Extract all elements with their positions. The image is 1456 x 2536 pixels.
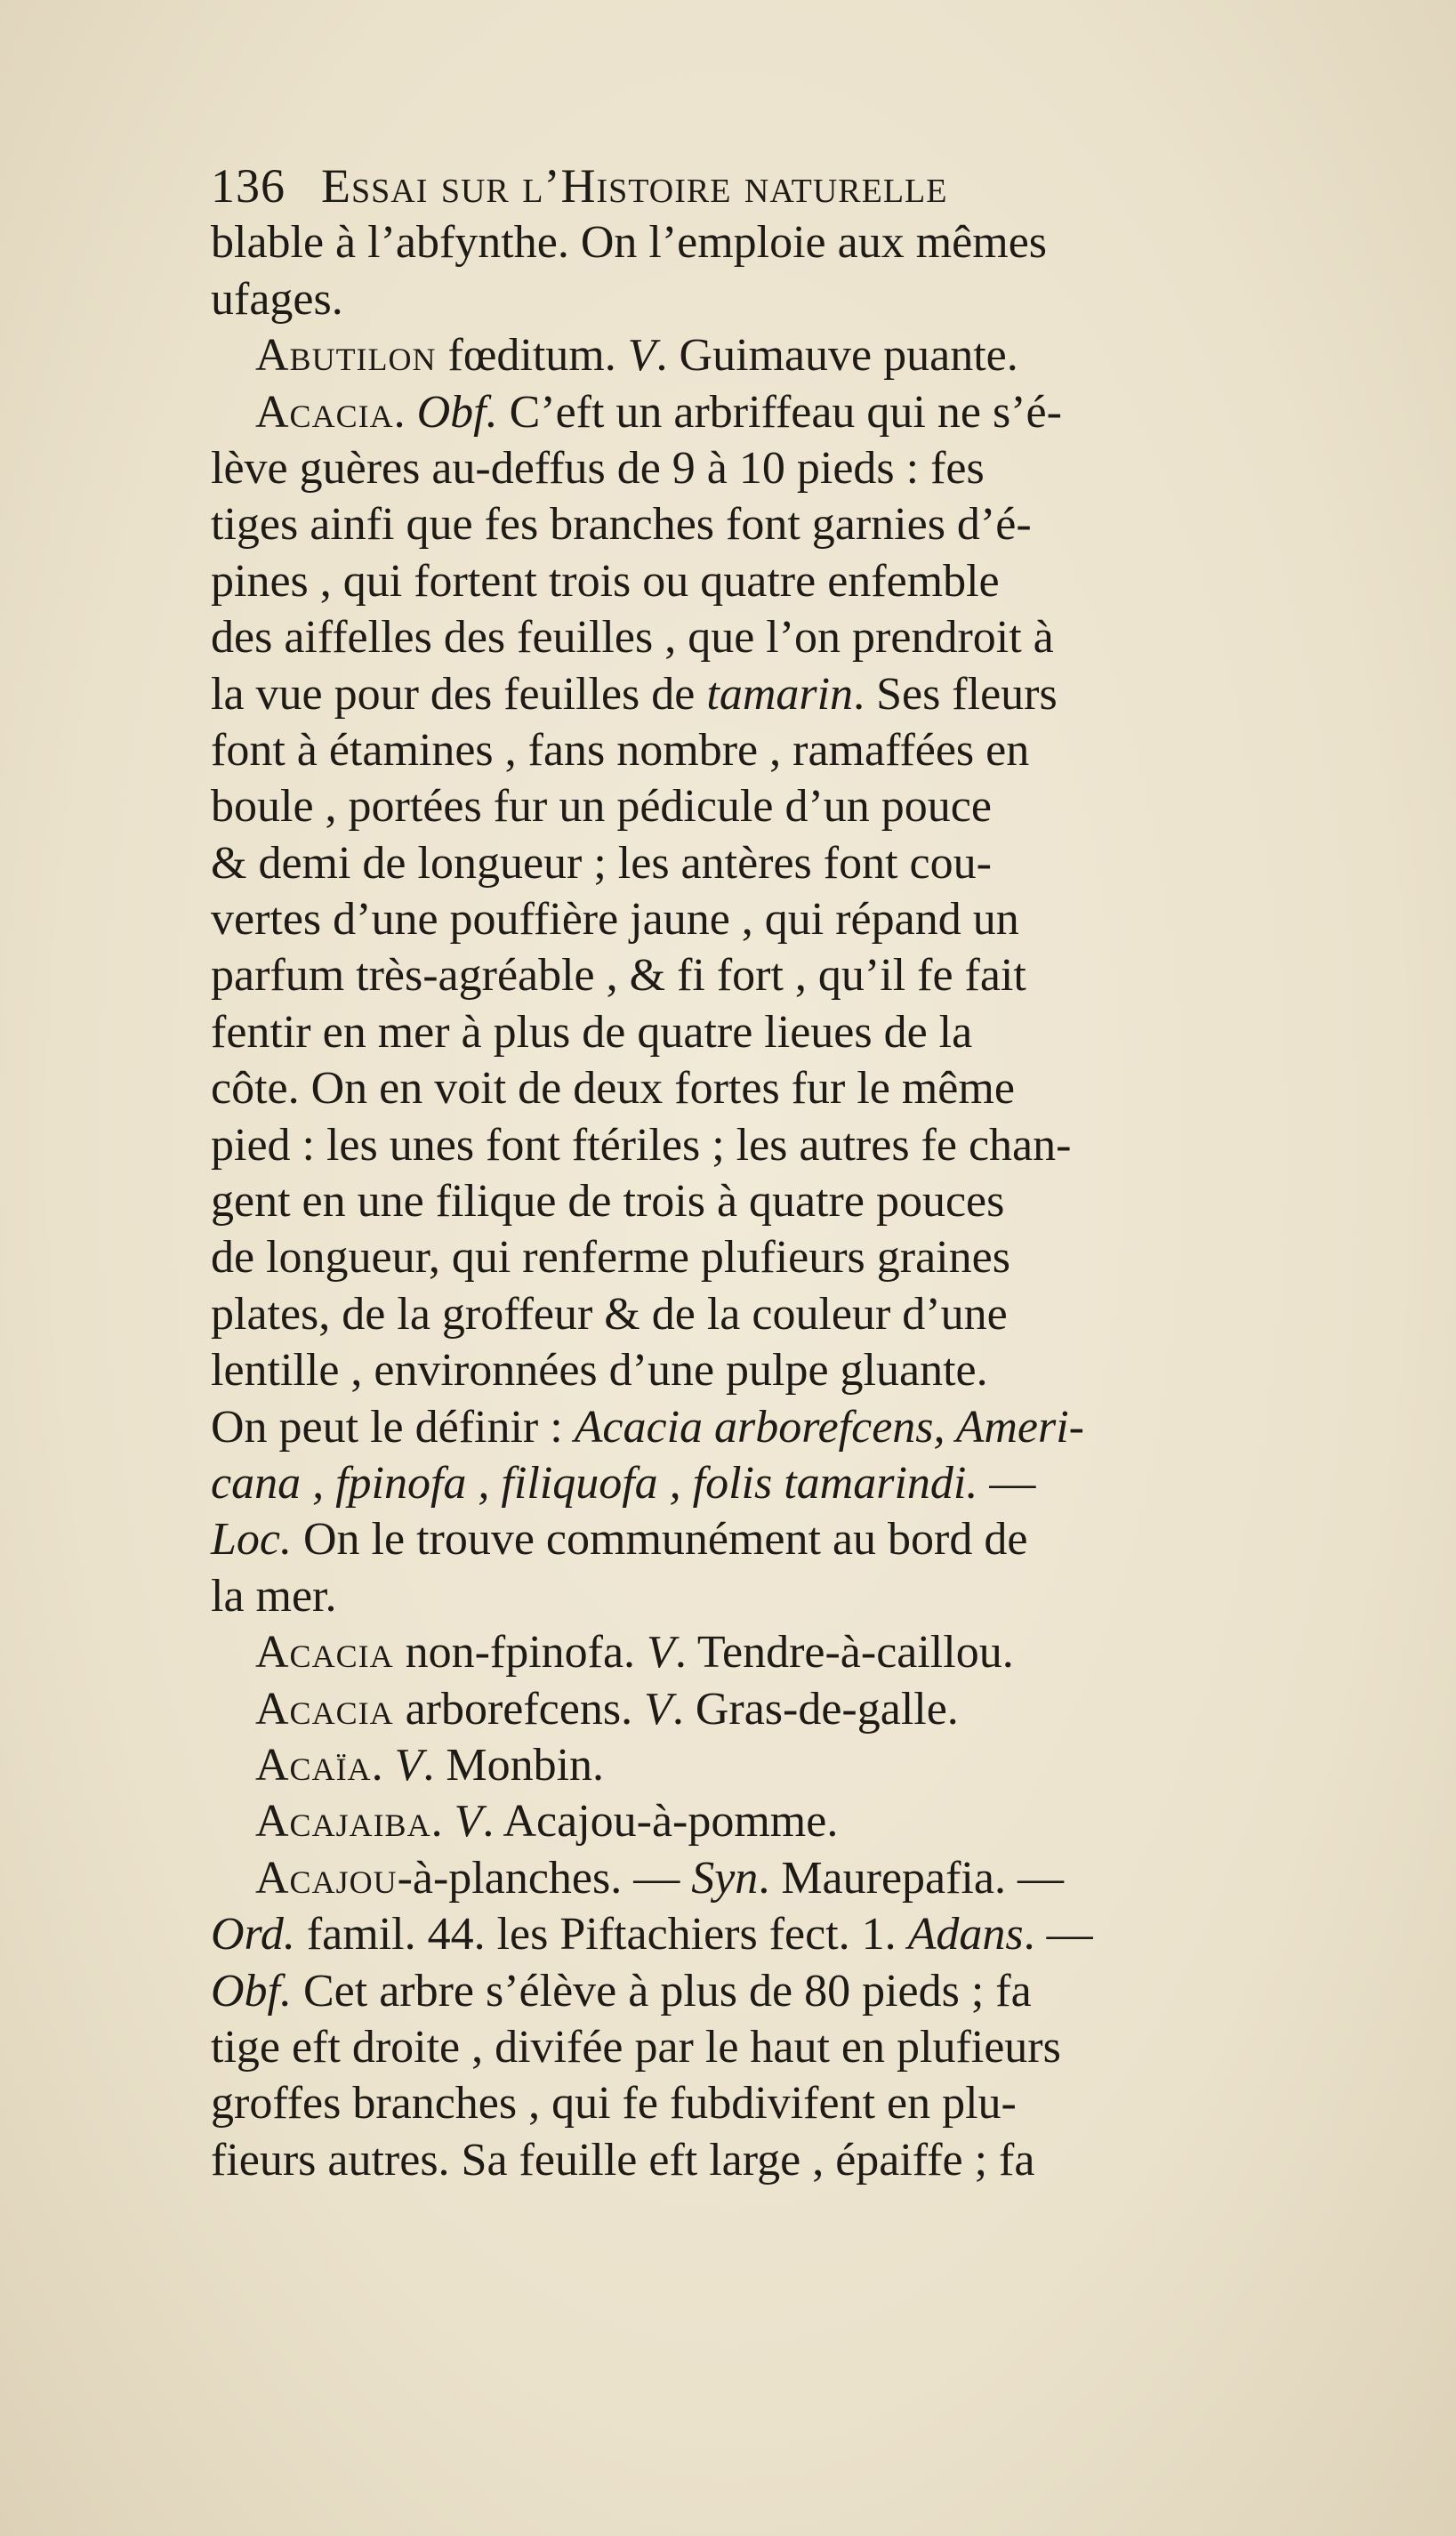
text-run: famil. 44. les Piftachiers fect. 1. — [294, 1909, 908, 1960]
text-run: non-fpinofa. — [393, 1627, 648, 1679]
text-run: . — — [1023, 1909, 1093, 1960]
text-run: . Guimauve puante. — [656, 330, 1018, 382]
text-run: . — [393, 386, 417, 438]
entry-headword: Abutilon — [255, 330, 437, 382]
text-run: côte. On en voit de deux fortes fur le même — [211, 1063, 1015, 1115]
text-run: ufages. — [211, 273, 343, 325]
entry-headword: Acacia — [255, 386, 394, 438]
text-line — [211, 1229, 1323, 1285]
text-line — [211, 1737, 1323, 1793]
text-run: . — [371, 1739, 395, 1791]
text-run: groffes branches , qui fe fubdivifent en plu- — [211, 2078, 1017, 2129]
text-line — [211, 1906, 1323, 1962]
text-line — [211, 440, 1323, 496]
text-line — [211, 2075, 1323, 2131]
text-run: — — [977, 1457, 1036, 1509]
text-run: boule , portées fur un pédicule d’un pouce — [211, 781, 992, 833]
text-line — [211, 609, 1323, 665]
text-run: fieurs autres. Sa feuille eft large , épaiffe ; fa — [211, 2134, 1035, 2186]
text-run: vertes d’une pouffière jaune , qui répand un — [211, 894, 1019, 946]
italic-text: V — [647, 1627, 675, 1679]
text-line — [211, 496, 1323, 552]
text-line — [211, 384, 1323, 440]
italic-text: tamarin — [706, 668, 854, 720]
text-line — [211, 778, 1323, 834]
text-line — [211, 327, 1323, 383]
text-run: parfum très-agréable , & fi fort , qu’il fe fait — [211, 950, 1026, 1002]
text-line — [211, 1511, 1323, 1567]
text-line — [211, 666, 1323, 722]
text-run: . — [430, 1796, 454, 1848]
text-run: font à étamines , fans nombre , ramaffées en — [211, 724, 1030, 776]
text-run: fentir en mer à plus de quatre lieues de la — [211, 1006, 973, 1058]
text-run: fœditum. — [436, 330, 628, 382]
text-run: On le trouve communément au bord de — [292, 1514, 1028, 1566]
italic-text: V — [454, 1796, 483, 1848]
page-number: 136 — [211, 159, 286, 213]
text-line — [211, 1286, 1323, 1342]
text-block — [211, 158, 1323, 2188]
text-line — [211, 1399, 1323, 1455]
entry-headword: Acajaiba — [255, 1796, 431, 1848]
text-run: & demi de longueur ; les antères font cou- — [211, 837, 992, 889]
italic-text: V — [627, 330, 656, 382]
text-line — [211, 1681, 1323, 1737]
text-run: plates, de la groffeur & de la couleur d’une — [211, 1288, 1008, 1340]
text-run: lève guères au-deffus de 9 à 10 pieds : fes — [211, 442, 985, 494]
text-run: tige eft droite , divifée par le haut en plufieurs — [211, 2021, 1061, 2073]
text-run: la mer. — [211, 1570, 337, 1622]
text-run: . Ses fleurs — [853, 668, 1058, 720]
text-line — [211, 1455, 1323, 1511]
text-line — [211, 1342, 1323, 1398]
text-line — [211, 835, 1323, 891]
running-title: Essai sur l’Histoire naturelle — [321, 159, 948, 213]
text-run: lentille , environnées d’une pulpe gluante. — [211, 1345, 988, 1397]
text-line — [211, 1004, 1323, 1060]
text-run: arborefcens. — [393, 1683, 645, 1735]
text-run: pied : les unes font ftériles ; les autres fe chan- — [211, 1119, 1072, 1171]
text-run: gent en une filique de trois à quatre pouces — [211, 1176, 1005, 1228]
text-line — [211, 1850, 1323, 1906]
text-run: -à-planches. — — [397, 1852, 692, 1904]
italic-text: Acacia arborefcens, Ameri- — [574, 1401, 1084, 1453]
text-line — [211, 722, 1323, 778]
text-run: la vue pour des feuilles de — [211, 668, 707, 720]
text-run: . Monbin. — [422, 1739, 605, 1791]
italic-text: Syn — [691, 1852, 759, 1904]
text-run: C’eft un arbriffeau qui ne s’é- — [497, 386, 1062, 438]
text-run: pines , qui fortent trois ou quatre enfemble — [211, 555, 1000, 607]
entry-headword: Acacia — [255, 1683, 394, 1735]
entry-headword: Acajou — [255, 1852, 398, 1904]
text-line — [211, 1568, 1323, 1624]
entry-headword: Acaïa — [255, 1739, 372, 1791]
entry-headword: Acacia — [255, 1627, 394, 1679]
text-line — [211, 2019, 1323, 2075]
body-text — [211, 214, 1323, 2188]
text-line — [211, 1624, 1323, 1680]
text-run: Cet arbre s’élève à plus de 80 pieds ; fa — [292, 1965, 1032, 2017]
text-line — [211, 214, 1323, 270]
text-line — [211, 891, 1323, 947]
running-header — [211, 158, 1323, 214]
italic-text: V — [394, 1739, 423, 1791]
italic-text: Obf. — [211, 1965, 292, 2017]
text-line — [211, 947, 1323, 1003]
text-line — [211, 271, 1323, 327]
text-run: blable à l’abfynthe. On l’emploie aux mêmes — [211, 217, 1048, 269]
text-line — [211, 1793, 1323, 1849]
text-run: des aiffelles des feuilles , que l’on prendroit à — [211, 612, 1054, 664]
text-line — [211, 1173, 1323, 1229]
text-run: On peut le définir : — [211, 1401, 575, 1453]
italic-text: Adans — [907, 1909, 1024, 1960]
text-run: tiges ainfi que fes branches font garnies d’é- — [211, 499, 1032, 551]
text-line — [211, 553, 1323, 609]
text-run: de longueur, qui renferme plufieurs graines — [211, 1232, 1010, 1284]
text-line — [211, 1060, 1323, 1116]
italic-text: cana , fpinofa , filiquofa , folis tamarindi. — [211, 1457, 978, 1509]
italic-text: Loc. — [211, 1514, 292, 1566]
text-run: . Tendre-à-caillou. — [674, 1627, 1014, 1679]
italic-text: Ord. — [211, 1909, 295, 1960]
italic-text: V — [644, 1683, 672, 1735]
text-run: . Maurepafia. — — [758, 1852, 1064, 1904]
italic-text: Obf. — [416, 386, 498, 438]
text-run: . Gras-de-galle. — [672, 1683, 959, 1735]
text-line — [211, 2132, 1323, 2188]
text-run: . Acajou-à-pomme. — [482, 1796, 839, 1848]
text-line — [211, 1117, 1323, 1173]
text-line — [211, 1963, 1323, 2019]
